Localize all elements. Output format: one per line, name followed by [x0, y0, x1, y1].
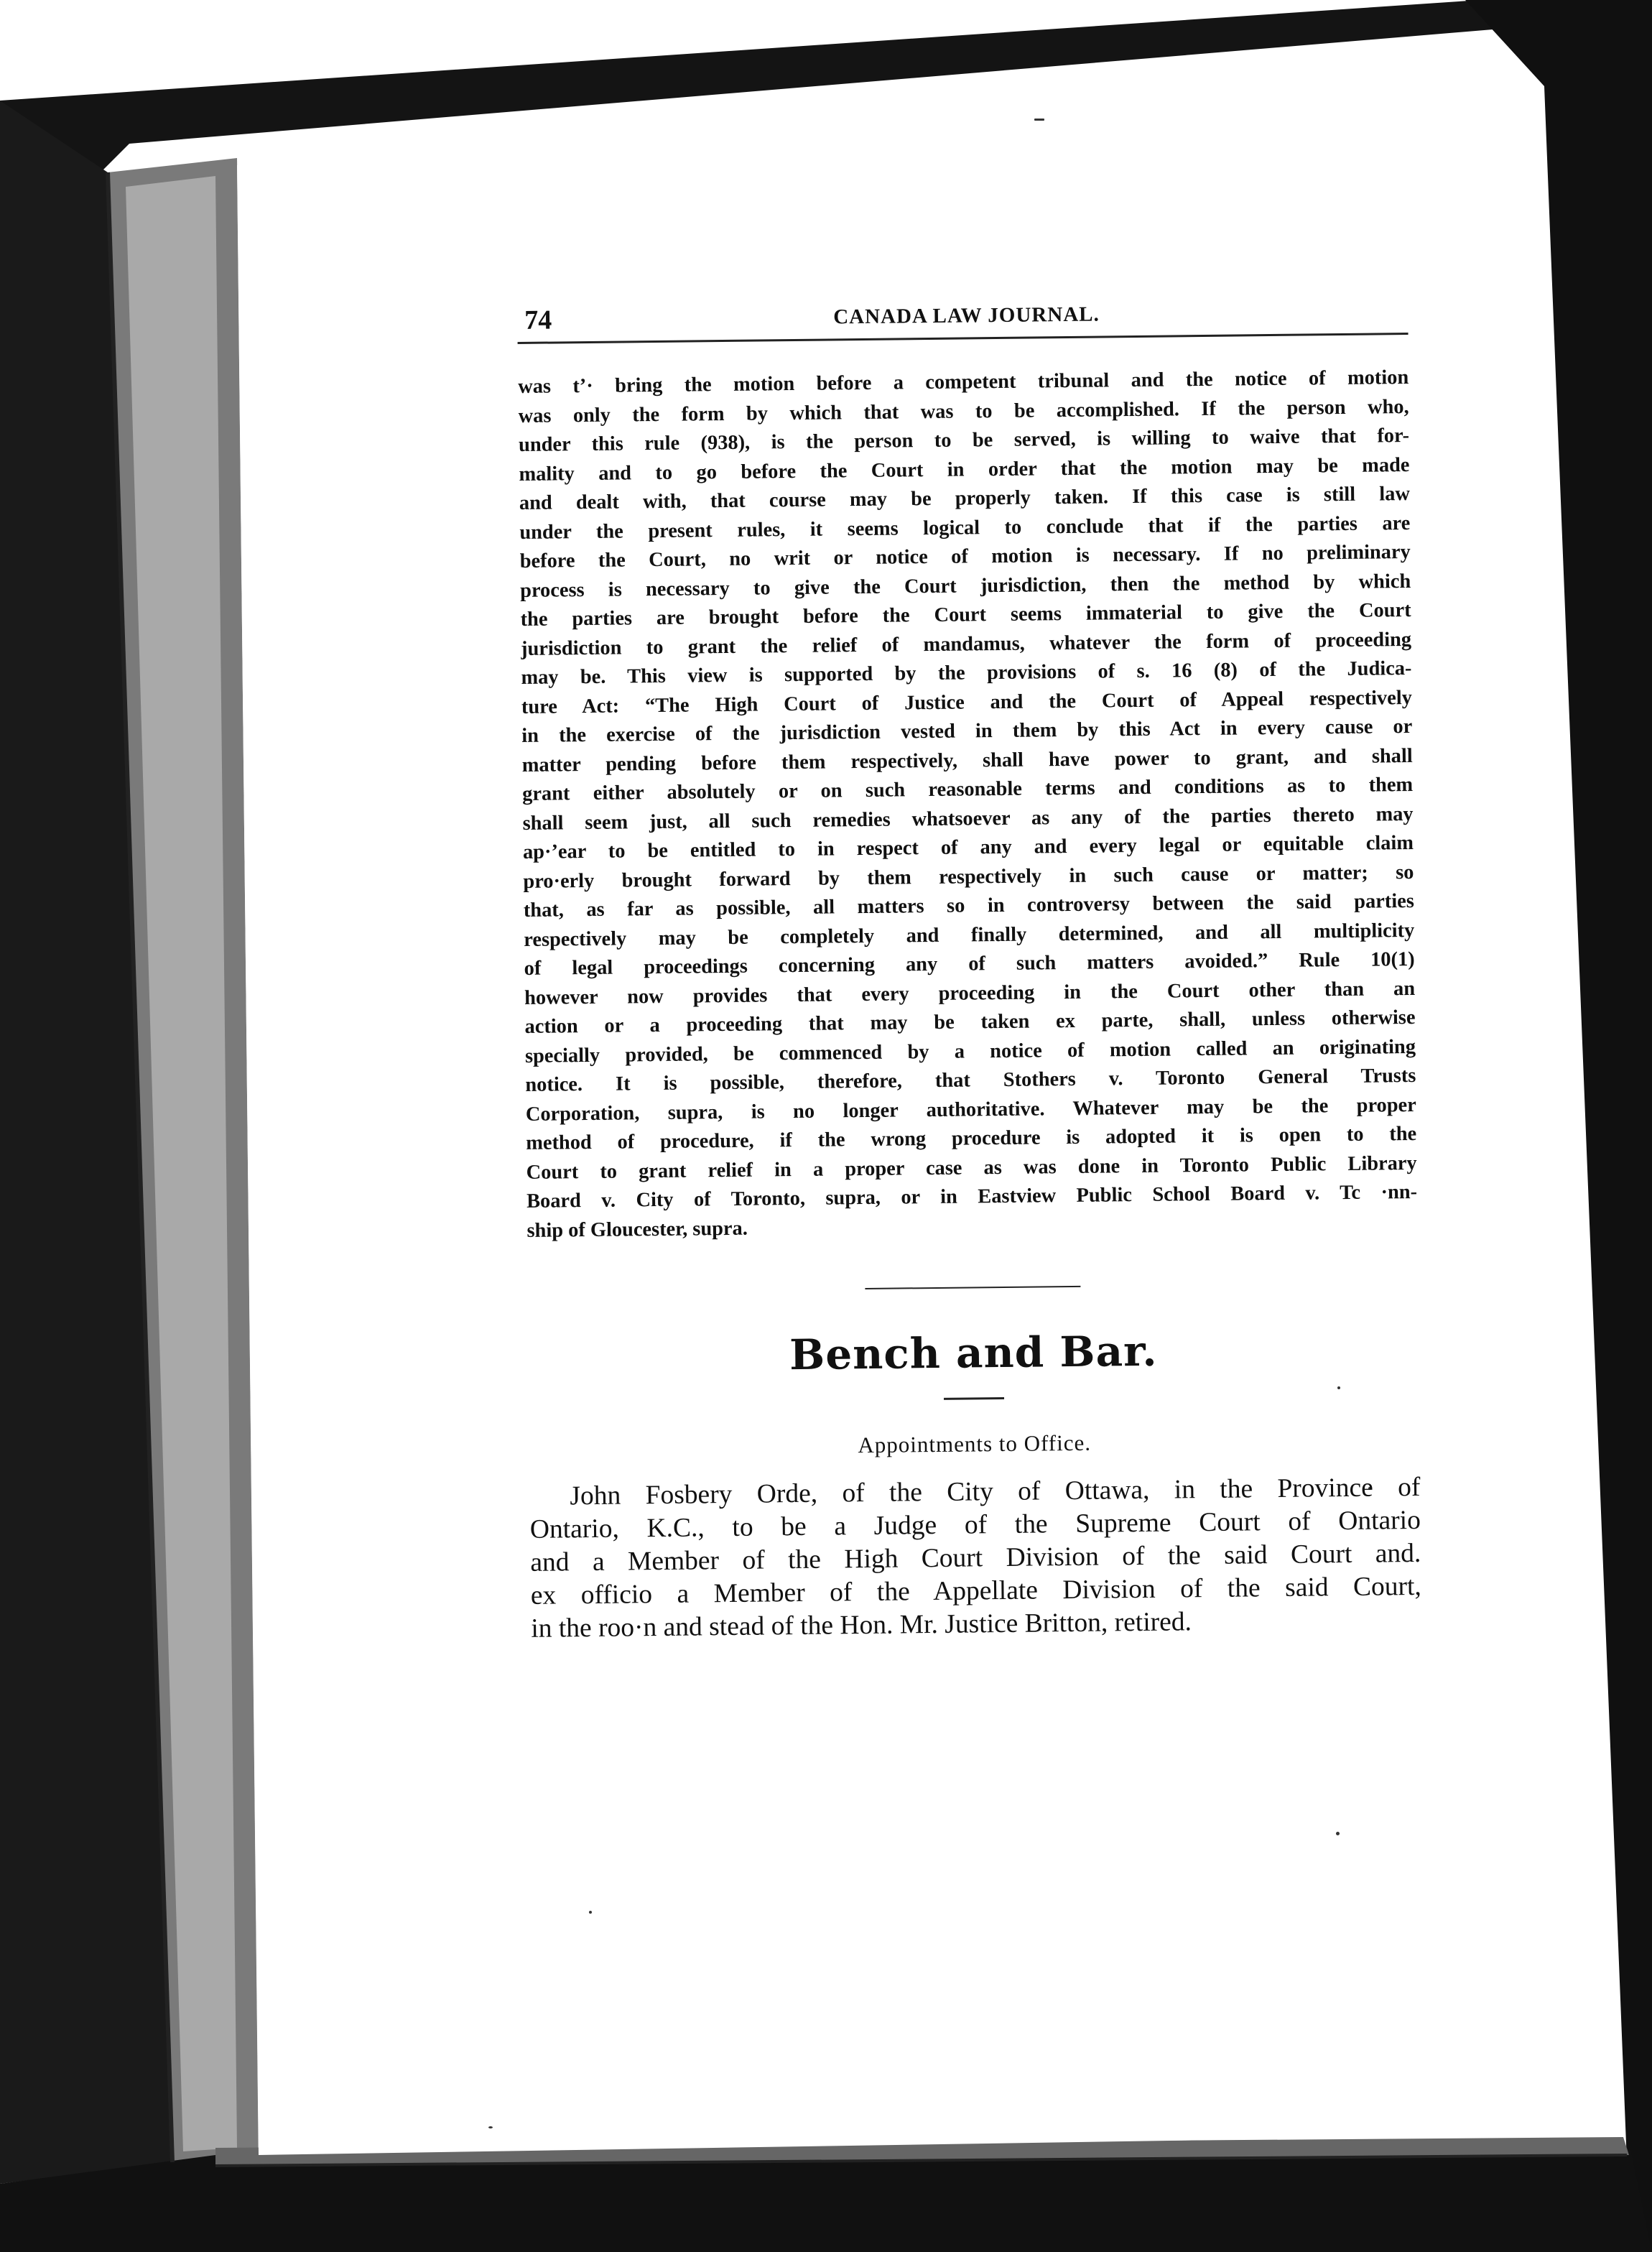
- text-line: of legal proceedings concerning any of such matters avoided.” Rule 10(1): [524, 947, 1415, 980]
- text-line: however now provides that every proceeding in the Court other than an: [524, 977, 1416, 1009]
- text-line: the parties are brought before the Court seems immaterial to give the Court: [520, 598, 1411, 631]
- text-line: specially provided, be commenced by a notice of motion called an originating: [524, 1035, 1416, 1067]
- text-line: ship of Gloucester, supra.: [526, 1217, 748, 1242]
- text-line: was only the form by which that was to be accomplished. If the person who,: [518, 395, 1409, 427]
- text-line: matter pending before them respectively, shall have power to grant, and shall: [521, 744, 1413, 777]
- text-line: under the present rules, it seems logical to conclude that if the parties are: [519, 511, 1411, 544]
- text-line: notice. It is possible, therefore, that Stothers v. Toronto General Trusts: [525, 1064, 1416, 1096]
- text-line: action or a proceeding that may be taken ex parte, shall, unless otherwise: [524, 1006, 1416, 1038]
- text-line: mality and to go before the Court in order that the motion may be made: [519, 453, 1410, 486]
- text-line: respectively may be completely and finally determined, and all multiplicity: [524, 919, 1415, 951]
- section-divider: [865, 1286, 1080, 1289]
- text-line: before the Court, no writ or notice of motion is necessary. If no preliminary: [519, 540, 1411, 573]
- subheading: Appointments to Office.: [858, 1429, 1092, 1458]
- text-line: was t’· bring the motion before a competent tribunal and the notice of motion: [518, 366, 1409, 398]
- text-line: Corporation, supra, is no longer authoritative. Whatever may be the proper: [525, 1093, 1416, 1126]
- body-paragraph: [518, 363, 1418, 1246]
- dust-speck: [1034, 119, 1044, 121]
- text-line: may be. This view is supported by the provisions of s. 16 (8) of the Judica-: [521, 657, 1412, 689]
- text-line: ap·’ear to be entitled to in respect of any and every legal or equitable claim: [522, 831, 1414, 863]
- text-line: shall seem just, all such remedies whatsoever as any of the parties thereto may: [522, 802, 1414, 835]
- text-line: and dealt with, that course may be properly taken. If this case is still law: [519, 483, 1411, 514]
- running-head: [517, 292, 1409, 344]
- text-line: method of procedure, if the wrong procedure is adopted it is open to the: [526, 1122, 1417, 1154]
- text-line: pro·erly brought forward by them respectively in such cause or matter; so: [523, 861, 1414, 893]
- notice-line: and a Member of the High Court Division of the said Court and.: [530, 1538, 1421, 1577]
- section-heading: Bench and Bar.: [789, 1326, 1158, 1380]
- text-line: in the exercise of the jurisdiction vested in them by this Act in every cause or: [521, 715, 1413, 747]
- journal-title: CANADA LAW JOURNAL.: [833, 302, 1100, 329]
- text-line: under this rule (938), is the person to be served, is willing to waive that for-: [518, 425, 1410, 456]
- text-line: jurisdiction to grant the relief of mandamus, whatever the form of proceeding: [520, 628, 1412, 660]
- dust-speck: [1336, 1832, 1340, 1835]
- text-line: grant either absolutely or on such reasonable terms and conditions as to them: [522, 773, 1414, 805]
- dust-speck: [488, 2126, 493, 2128]
- text-line: Board v. City of Toronto, supra, or in Eastview Public School Board v. Tc ·nn-: [526, 1180, 1418, 1213]
- notice-line: John Fosbery Orde, of the City of Ottawa, in the Province of: [570, 1472, 1421, 1511]
- text-line: that, as far as possible, all matters so in controversy between the said parties: [523, 889, 1414, 922]
- text-line: ture Act: “The High Court of Justice and the Court of Appeal respectively: [521, 686, 1413, 718]
- text-line: process is necessary to give the Court jurisdiction, then the method by which: [520, 570, 1411, 602]
- notice-line: ex officio a Member of the Appellate Division of the said Court,: [530, 1571, 1422, 1611]
- notice-line: in the roo·n and stead of the Hon. Mr. Justice Britton, retired.: [531, 1607, 1192, 1644]
- heading-underline: [944, 1397, 1004, 1400]
- text-line: Court to grant relief in a proper case as was done in Toronto Public Library: [526, 1152, 1417, 1184]
- notice-line: Ontario, K.C., to be a Judge of the Supreme Court of Ontario: [529, 1505, 1421, 1544]
- page-content: [517, 292, 1422, 1646]
- dust-speck: [589, 1911, 592, 1914]
- appointment-notice: [529, 1471, 1421, 1646]
- page-number: 74: [524, 305, 552, 335]
